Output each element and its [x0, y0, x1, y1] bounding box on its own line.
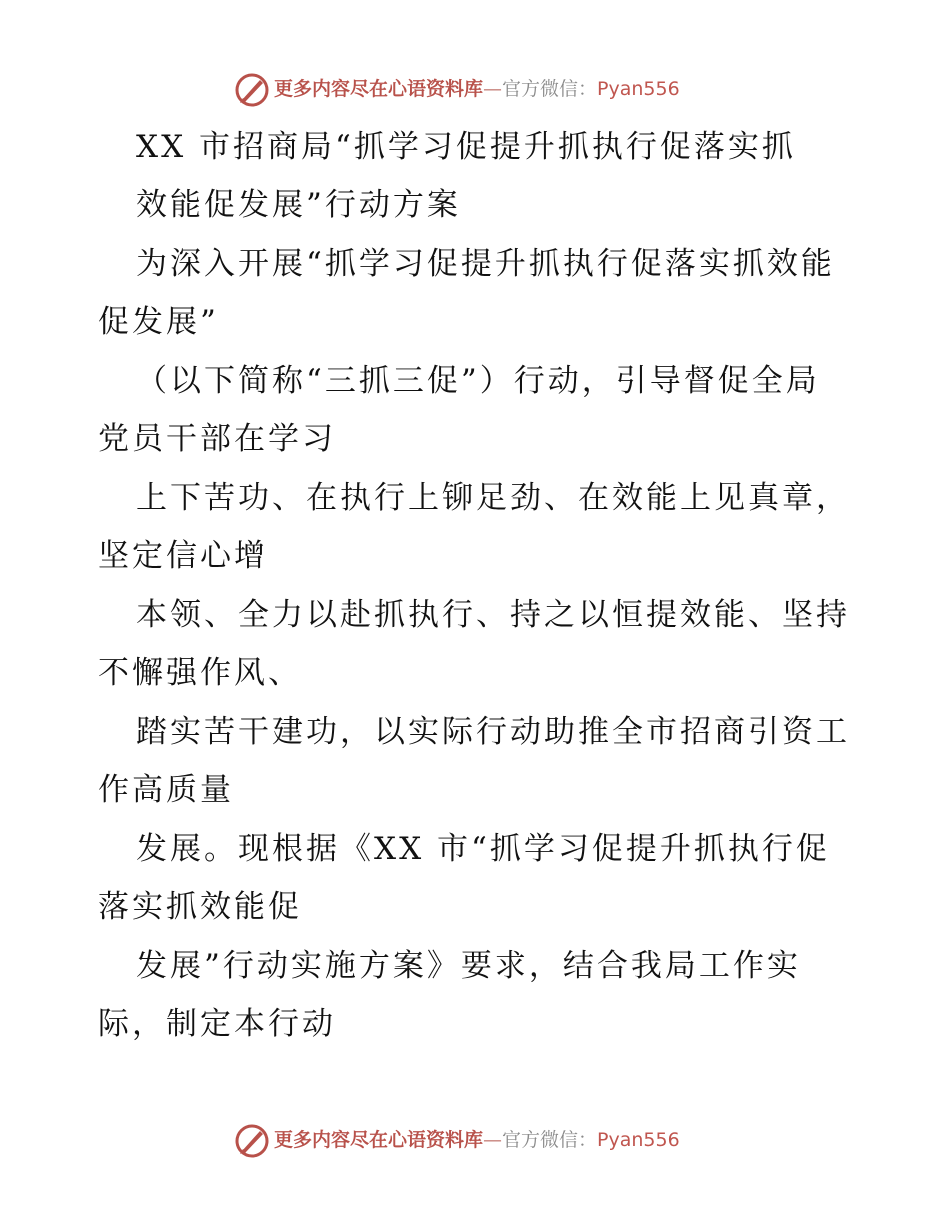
banner-official-label: 官方微信： — [502, 1129, 598, 1151]
paragraph-line: 际，制定本行动 — [98, 1006, 336, 1042]
banner-text — [274, 77, 680, 101]
paragraph-line: （以下简称“三抓三促”）行动，引导督促全局 — [136, 363, 820, 399]
paragraph-line: 落实抓效能促 — [98, 889, 302, 925]
paragraph-line: 为深入开展“抓学习促提升抓执行促落实抓效能 — [136, 246, 835, 282]
paragraph-line: 发展。现根据《XX 市“抓学习促提升抓执行促 — [136, 831, 830, 867]
banner-text — [274, 1128, 680, 1152]
banner-wechat-id: Pyan556 — [597, 78, 680, 100]
banner-main-text: 更多内容尽在心语资料库 — [274, 78, 484, 100]
paragraph-line: 作高质量 — [98, 772, 234, 808]
document-title-line-2: 效能促发展”行动方案 — [136, 187, 461, 223]
quill-pen-circle-icon — [234, 72, 270, 108]
document-title-line-1: XX 市招商局“抓学习促提升抓执行促落实抓 — [136, 129, 796, 165]
paragraph-line: 不懈强作风、 — [98, 655, 302, 691]
banner-official-label: 官方微信： — [502, 78, 598, 100]
header-watermark-banner — [0, 70, 950, 110]
paragraph-line: 发展”行动实施方案》要求，结合我局工作实 — [136, 948, 801, 984]
paragraph-line: 踏实苦干建功，以实际行动助推全市招商引资工 — [136, 714, 850, 750]
paragraph-line: 坚定信心增 — [98, 538, 268, 574]
quill-pen-circle-icon — [234, 1123, 270, 1159]
paragraph-line: 促发展” — [98, 304, 219, 340]
paragraph-line: 上下苦功、在执行上铆足劲、在效能上见真章， — [136, 480, 850, 516]
paragraph-line: 本领、全力以赴抓执行、持之以恒提效能、坚持 — [136, 597, 850, 633]
paragraph-line: 党员干部在学习 — [98, 421, 336, 457]
footer-watermark-banner — [0, 1121, 950, 1161]
banner-wechat-id: Pyan556 — [597, 1129, 680, 1151]
banner-dash: — — [483, 78, 503, 100]
banner-main-text: 更多内容尽在心语资料库 — [274, 1129, 484, 1151]
banner-dash: — — [483, 1129, 503, 1151]
